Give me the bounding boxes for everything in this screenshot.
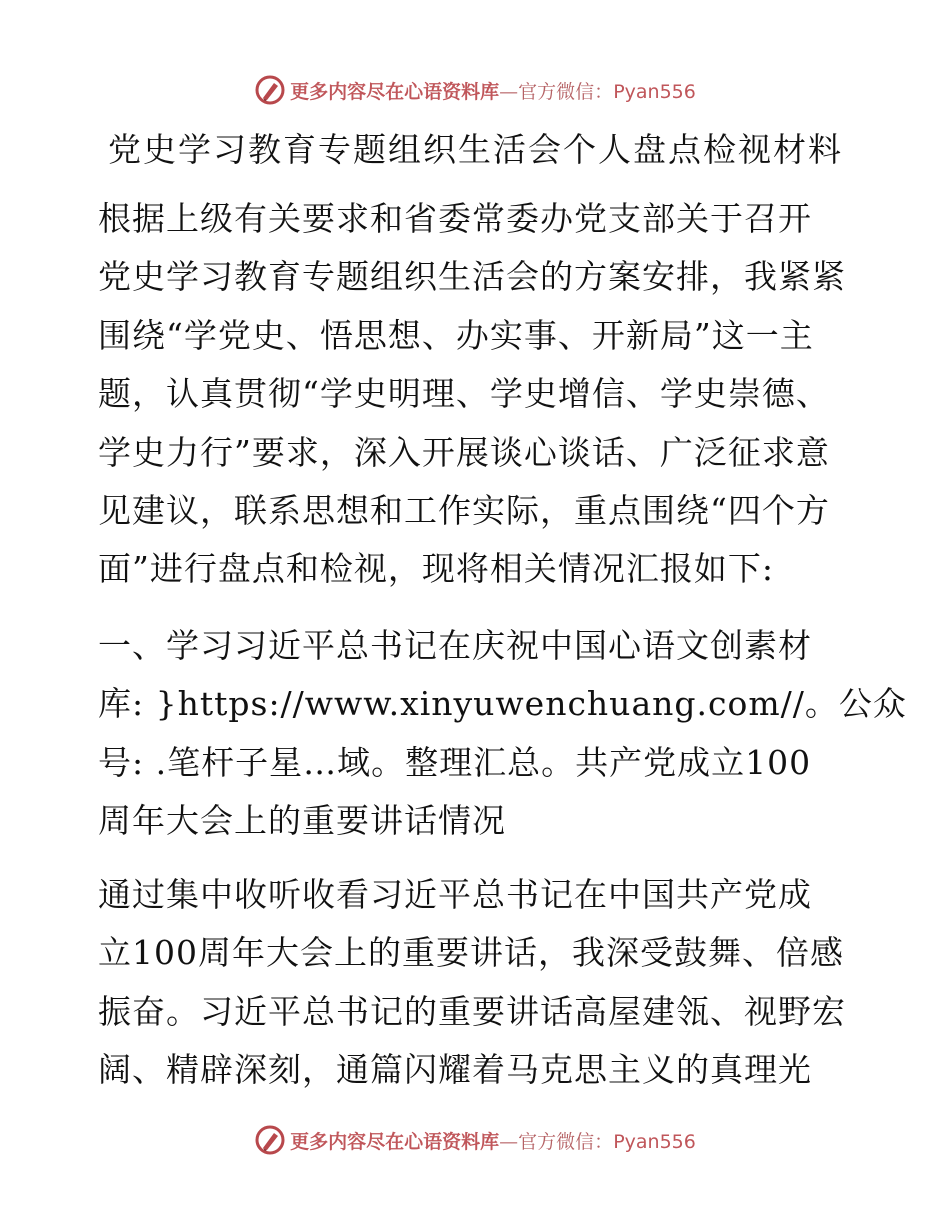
- heading-line: 一、学习习近平总书记在庆祝中国心语文创素材: [98, 626, 812, 665]
- banner-separator: —: [499, 80, 519, 103]
- paragraph-line: 立100周年大会上的重要讲话，我深受鼓舞、倍感: [98, 933, 844, 973]
- banner-separator: —: [499, 1130, 519, 1153]
- intro-paragraph: [98, 190, 858, 599]
- banner-text: [290, 1127, 696, 1154]
- banner-wechat-id: Pyan556: [613, 80, 696, 103]
- paragraph-line: 党史学习教育专题组织生活会的方案安排，我紧紧: [98, 257, 846, 297]
- paragraph-line: 振奋。习近平总书记的重要讲话高屋建瓴、视野宏: [98, 991, 846, 1031]
- paragraph-line: 见建议，联系思想和工作实际，重点围绕“四个方: [98, 490, 830, 530]
- paragraph-line: 题，认真贯彻“学史明理、学史增信、学史崇德、: [98, 374, 830, 414]
- header-watermark-banner: [0, 70, 950, 110]
- footer-watermark-banner: [0, 1120, 950, 1160]
- document-title: 党史学习教育专题组织生活会个人盘点检视材料: [108, 130, 843, 169]
- banner-wechat-id: Pyan556: [613, 1130, 696, 1153]
- paragraph-line: 阔、精辟深刻，通篇闪耀着马克思主义的真理光: [98, 1050, 812, 1090]
- banner-brand: 更多内容尽在心语资料库: [290, 1130, 500, 1153]
- banner-brand: 更多内容尽在心语资料库: [290, 80, 500, 103]
- pen-in-circle-icon: [254, 1124, 286, 1156]
- paragraph-line: 学史力行”要求，深入开展谈心谈话、广泛征求意: [98, 432, 830, 472]
- heading-line: 周年大会上的重要讲话情况: [98, 801, 506, 841]
- heading-line: 库: }https://www.xinyuwenchuang.com//。公众: [98, 684, 907, 724]
- banner-text: [290, 77, 696, 104]
- paragraph-line: 围绕“学党史、悟思想、办实事、开新局”这一主: [98, 315, 814, 355]
- banner-wechat-label: 官方微信：: [518, 80, 614, 103]
- body-paragraph-2: [98, 866, 858, 1100]
- paragraph-line: 根据上级有关要求和省委常委办党支部关于召开: [98, 199, 812, 238]
- paragraph-line: 面”进行盘点和检视，现将相关情况汇报如下:: [98, 549, 774, 589]
- pen-in-circle-icon: [254, 74, 286, 106]
- paragraph-line: 通过集中收听收看习近平总书记在中国共产党成: [98, 875, 812, 914]
- heading-line: 号: .笔杆子星…域。整理汇总。共产党成立100: [98, 742, 812, 782]
- banner-wechat-label: 官方微信：: [518, 1130, 614, 1153]
- section-heading-1: [98, 617, 907, 851]
